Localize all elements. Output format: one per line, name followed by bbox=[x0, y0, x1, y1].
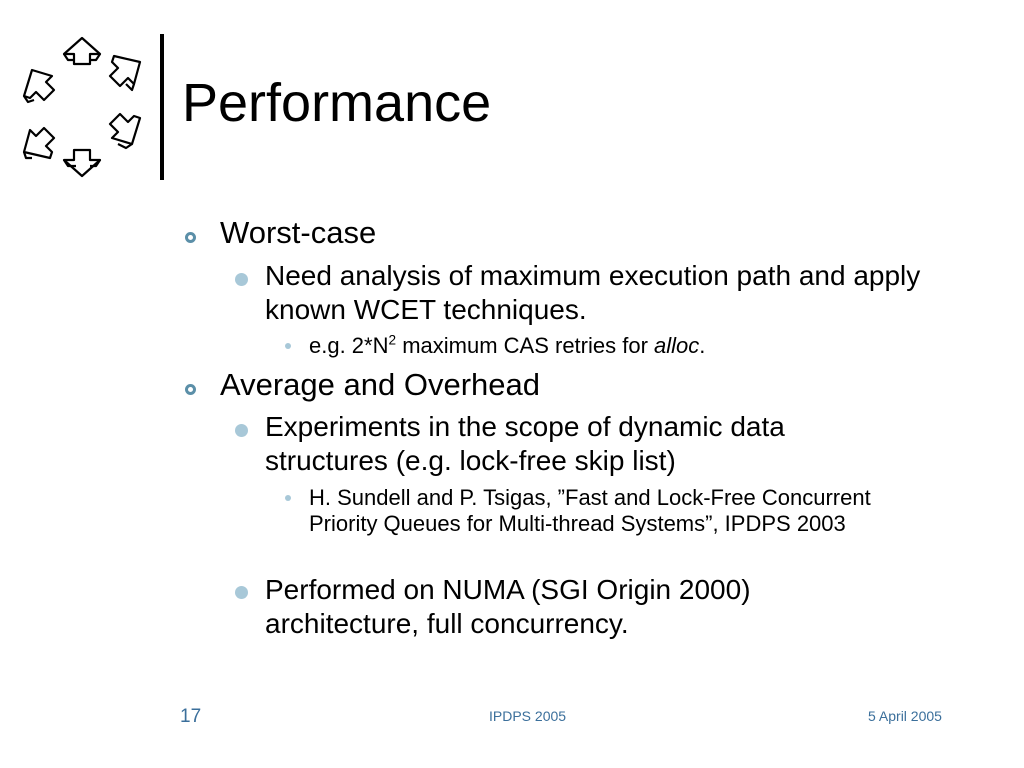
footer-date: 5 April 2005 bbox=[868, 708, 942, 724]
cas-prefix: e.g. 2*N bbox=[309, 333, 389, 358]
bullet-average-overhead: Average and Overhead bbox=[220, 367, 540, 402]
bullet-experiments: Experiments in the scope of dynamic data structures (e.g. lock-free skip list) bbox=[265, 411, 785, 476]
bullet-numa: Performed on NUMA (SGI Origin 2000) architecture, full concurrency. bbox=[265, 574, 751, 639]
cas-middle: maximum CAS retries for bbox=[396, 333, 655, 358]
bullet-dot-icon bbox=[235, 586, 248, 599]
slide-number: 17 bbox=[180, 706, 202, 727]
footer-center-text: IPDPS 2005 bbox=[489, 708, 567, 724]
interlocking-arrows-logo-icon bbox=[14, 34, 150, 180]
bullet-ring-icon bbox=[185, 384, 196, 395]
bullet-dot-icon bbox=[235, 424, 248, 437]
bullet-wcet-analysis: Need analysis of maximum execution path and apply known WCET techniques. bbox=[265, 260, 921, 325]
cas-exponent: 2 bbox=[388, 332, 397, 348]
title-divider bbox=[160, 34, 164, 180]
bullet-worst-case: Worst-case bbox=[220, 215, 377, 250]
bullet-small-icon bbox=[285, 495, 291, 501]
bullet-small-icon bbox=[285, 343, 291, 349]
cas-italic-term: alloc bbox=[654, 333, 700, 358]
bullet-dot-icon bbox=[235, 273, 248, 286]
bullet-citation: H. Sundell and P. Tsigas, ”Fast and Lock-Free Concurrent Priority Queues for Multi-thread Systems”, IPDPS 2003 bbox=[309, 485, 871, 536]
slide-title: Performance bbox=[182, 73, 492, 133]
bullet-cas-retries bbox=[309, 333, 705, 359]
bullet-ring-icon bbox=[185, 232, 196, 243]
cas-suffix: . bbox=[699, 333, 706, 358]
